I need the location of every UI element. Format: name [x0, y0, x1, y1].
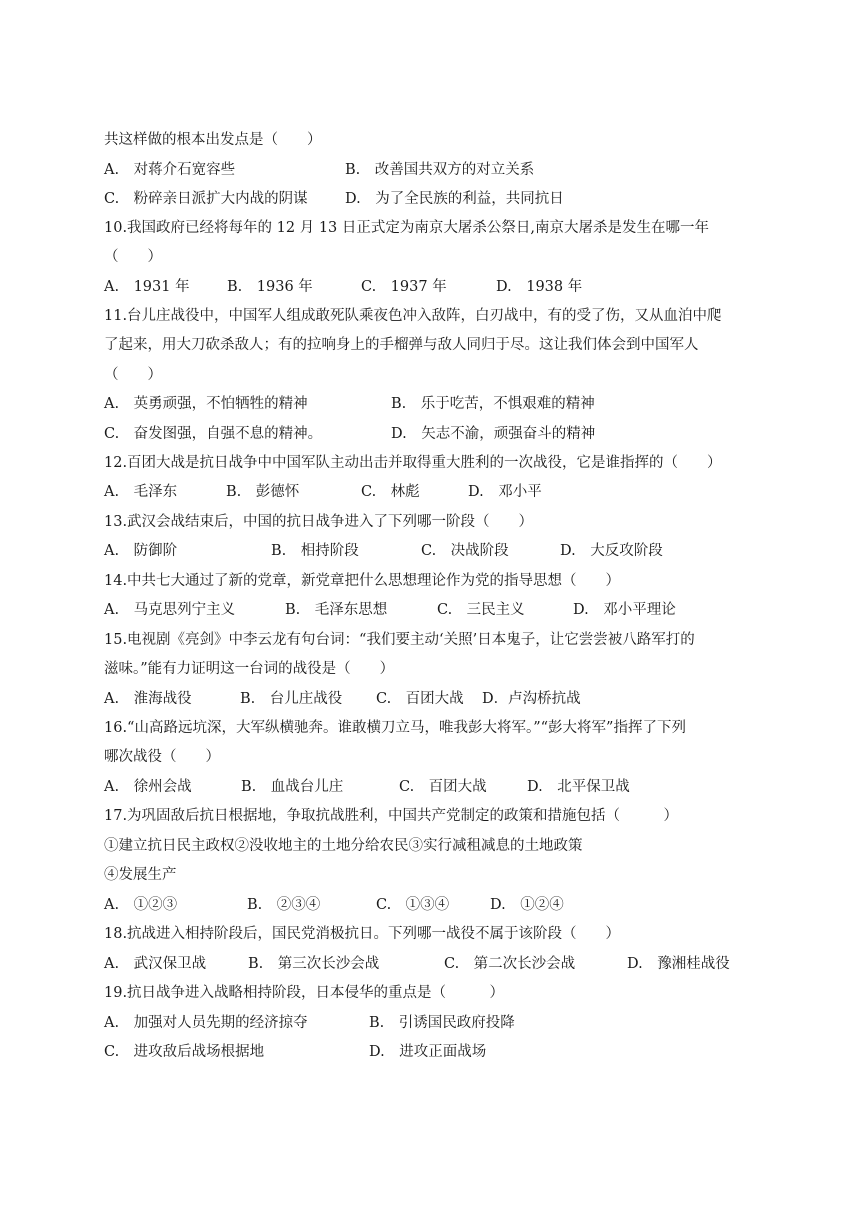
q15-option-a: A. 淮海战役 — [104, 691, 192, 707]
q17-option-a: A. ①②③ — [104, 897, 178, 913]
q10-option-c: C. 1937 年 — [361, 279, 447, 295]
q14-option-a: A. 马克思列宁主义 — [104, 602, 236, 618]
q9-option-b: B. 改善国共双方的对立关系 — [345, 162, 535, 178]
q17-option-c: C. ①③④ — [376, 897, 450, 913]
q19-option-c: C. 进攻敌后战场根据地 — [104, 1044, 265, 1060]
q18-stem: 18.抗战进入相持阶段后，国民党消极抗日。下列哪一战役不属于该阶段（ ） — [104, 926, 621, 942]
q11-stem: 11.台儿庄战役中，中国军人组成敢死队乘夜色冲入敌阵，白刃战中，有的受了伤，又从血泊中爬 — [104, 308, 722, 324]
q14-option-c: C. 三民主义 — [437, 602, 525, 618]
q17-stem: 17.为巩固敌后抗日根据地，争取抗战胜利，中国共产党制定的政策和措施包括（ ） — [104, 808, 679, 824]
q16-stem-line-2: 哪次战役（ ） — [104, 749, 220, 765]
q16-option-b: B. 血战台儿庄 — [241, 779, 344, 795]
q16-option-d: D. 北平保卫战 — [527, 779, 630, 795]
q15-stem: 15.电视剧《亮剑》中李云龙有句台词：“我们要主动‘关照’日本鬼子，让它尝尝被八路军打的 — [104, 632, 695, 648]
q13-option-c: C. 决战阶段 — [421, 543, 509, 559]
q10-option-b: B. 1936 年 — [227, 279, 313, 295]
q11-option-a: A. 英勇顽强，不怕牺牲的精神 — [104, 396, 308, 412]
q13-option-d: D. 大反攻阶段 — [560, 543, 663, 559]
q11-option-c: C. 奋发图强，自强不息的精神。 — [104, 426, 323, 442]
q10-option-a: A. 1931 年 — [104, 279, 190, 295]
q12-option-d: D. 邓小平 — [468, 484, 542, 500]
q13-stem: 13.武汉会战结束后，中国的抗日战争进入了下列哪一阶段（ ） — [104, 514, 534, 530]
q18-option-c: C. 第二次长沙会战 — [444, 956, 576, 972]
q9-option-a: A. 对蒋介石宽容些 — [104, 162, 236, 178]
q17-statements: ①建立抗日民主政权②没收地主的土地分给农民③实行减租减息的土地政策 — [104, 838, 583, 854]
q18-option-d: D. 豫湘桂战役 — [627, 956, 730, 972]
q14-option-d: D. 邓小平理论 — [573, 602, 676, 618]
q10-option-d: D. 1938 年 — [496, 279, 583, 295]
q12-option-a: A. 毛泽东 — [104, 484, 178, 500]
q16-stem: 16.“山高路远坑深，大军纵横驰奔。谁敢横刀立马，唯我彭大将军。”“彭大将军”指挥了下列 — [104, 720, 686, 736]
q19-option-d: D. 进攻正面战场 — [369, 1044, 487, 1060]
q15-option-d: D．卢沟桥抗战 — [482, 691, 581, 707]
q18-option-b: B. 第三次长沙会战 — [248, 956, 380, 972]
q15-option-c: C. 百团大战 — [376, 691, 464, 707]
q17-option-d: D. ①②④ — [490, 897, 564, 913]
q15-stem-line-2: 滋味。”能有力证明这一台词的战役是（ ） — [104, 661, 395, 677]
q15-option-b: B. 台儿庄战役 — [240, 691, 343, 707]
q11-stem-line-3: （ ） — [104, 367, 162, 383]
q18-option-a: A. 武汉保卫战 — [104, 956, 207, 972]
q9-option-d: D. 为了全民族的利益，共同抗日 — [345, 191, 564, 207]
q19-option-b: B. 引诱国民政府投降 — [369, 1015, 515, 1031]
q16-option-a: A. 徐州会战 — [104, 779, 192, 795]
q10-stem-line-2: （ ） — [104, 249, 162, 265]
q17-statements-line-2: ④发展生产 — [104, 867, 177, 883]
q9-option-c: C. 粉碎亲日派扩大内战的阴谋 — [104, 191, 308, 207]
q11-stem-line-2: 了起来，用大刀砍杀敌人；有的拉响身上的手榴弹与敌人同归于尽。这让我们体会到中国军人 — [104, 337, 699, 353]
q12-stem: 12.百团大战是抗日战争中中国军队主动出击并取得重大胜利的一次战役，它是谁指挥的（ ） — [104, 455, 722, 471]
q14-option-b: B. 毛泽东思想 — [285, 602, 388, 618]
q19-option-a: A. 加强对人员先期的经济掠夺 — [104, 1015, 308, 1031]
q13-option-b: B. 相持阶段 — [271, 543, 359, 559]
q16-option-c: C. 百团大战 — [399, 779, 487, 795]
q12-option-b: B. 彭德怀 — [226, 484, 300, 500]
q12-option-c: C. 林彪 — [361, 484, 420, 500]
q11-option-d: D. 矢志不渝，顽强奋斗的精神 — [391, 426, 596, 442]
q13-option-a: A. 防御阶 — [104, 543, 178, 559]
q17-option-b: B. ②③④ — [247, 897, 321, 913]
q19-stem: 19.抗日战争进入战略相持阶段，日本侵华的重点是（ ） — [104, 985, 505, 1001]
q10-stem: 10.我国政府已经将每年的 12 月 13 日正式定为南京大屠杀公祭日,南京大屠杀是发生在哪一年 — [104, 220, 710, 236]
q14-stem: 14.中共七大通过了新的党章，新党章把什么思想理论作为党的指导思想（ ） — [104, 573, 621, 589]
q9-stem-continuation: 共这样做的根本出发点是（ ） — [104, 132, 322, 148]
q11-option-b: B. 乐于吃苦，不惧艰难的精神 — [391, 396, 595, 412]
